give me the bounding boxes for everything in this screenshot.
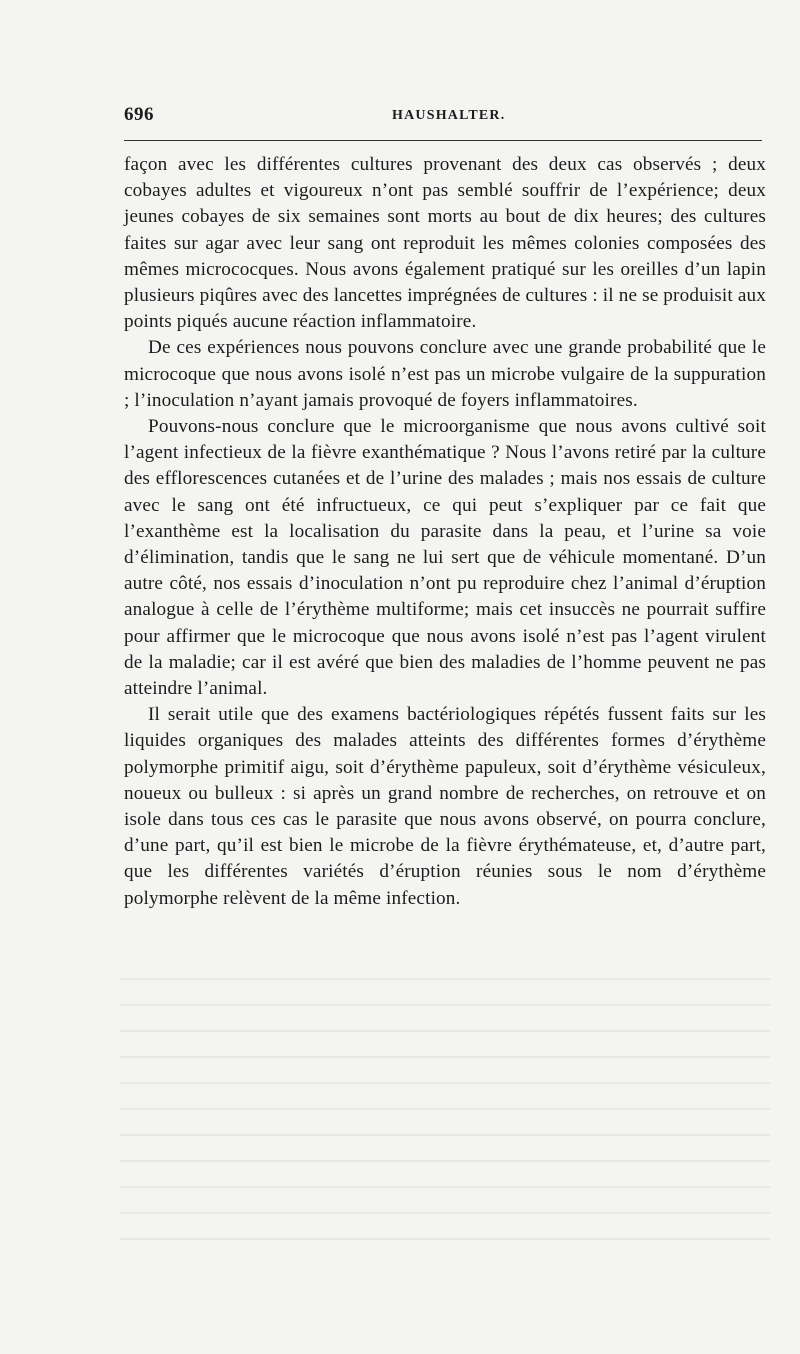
header-rule xyxy=(124,140,762,141)
body-text xyxy=(124,152,766,912)
page-header xyxy=(124,104,762,128)
paragraph-experiences: De ces expériences nous pouvons conclure avec une grande probabilité que le microcoque que nous avons isolé n’est pas un microbe vulgaire de la suppuration ; l’inoculation n’ayant jamais provoqué de foyers inflammatoires. xyxy=(124,337,766,411)
page-number: 696 xyxy=(124,104,154,125)
paragraph-conclusion-question: Pouvons-nous conclure que le microorganisme que nous avons cultivé soit l’agent infectieux de la fièvre exanthématique ? Nous l’avons retiré par la culture des efflorescences cutanées et de l’urine des malades ; mais nos essais de culture avec le sang ont été infructueux, ce qui peut s’expliquer par ce fait que l’exanthème est la localisation du parasite dans la peau, et l’urine sa voie d’élimination, tandis que le sang ne lui sert que de véhicule momentané. D’un autre côté, nos essais d’inoculation n’ont pu reproduire chez l’animal d’éruption analogue à celle de l’érythème multiforme; mais cet insuccès ne pourrait suffire pour affirmer que le microcoque que nous avons isolé n’est pas l’agent virulent de la maladie; car il est avéré que bien des maladies de l’homme peuvent ne pas atteindre l’animal. xyxy=(124,416,766,700)
paragraph-future-research: Il serait utile que des examens bactériologiques répétés fussent faits sur les liquides organiques des malades atteints des différentes formes d’érythème polymorphe primitif aigu, soit d’érythème papuleux, soit d’érythème vésiculeux, noueux ou bulleux : si après un grand nombre de recherches, on retrouve et on isole dans tous ces cas le parasite que nous avons observé, on pourra conclure, d’une part, qu’il est bien le microbe de la fièvre érythémateuse, et, d’autre part, que les différentes variétés d’éruption réunies sous le nom d’érythème polymorphe relèvent de la même infection. xyxy=(124,704,766,909)
running-head: HAUSHALTER. xyxy=(392,108,506,123)
paragraph-continuation: façon avec les différentes cultures provenant des deux cas observés ; deux cobayes adultes et vigoureux n’ont pas semblé souffrir de l’expérience; deux jeunes cobayes de six semaines sont morts au bout de dix heures; des cultures faites sur agar avec leur sang ont reproduit les mêmes colonies composées des mêmes micrococques. Nous avons également pratiqué sur les oreilles d’un lapin plusieurs piqûres avec des lancettes imprégnées de cultures : il ne se produisit aux points piqués aucune réaction inflammatoire. xyxy=(124,154,766,333)
bleed-through-texture xyxy=(120,960,770,1240)
